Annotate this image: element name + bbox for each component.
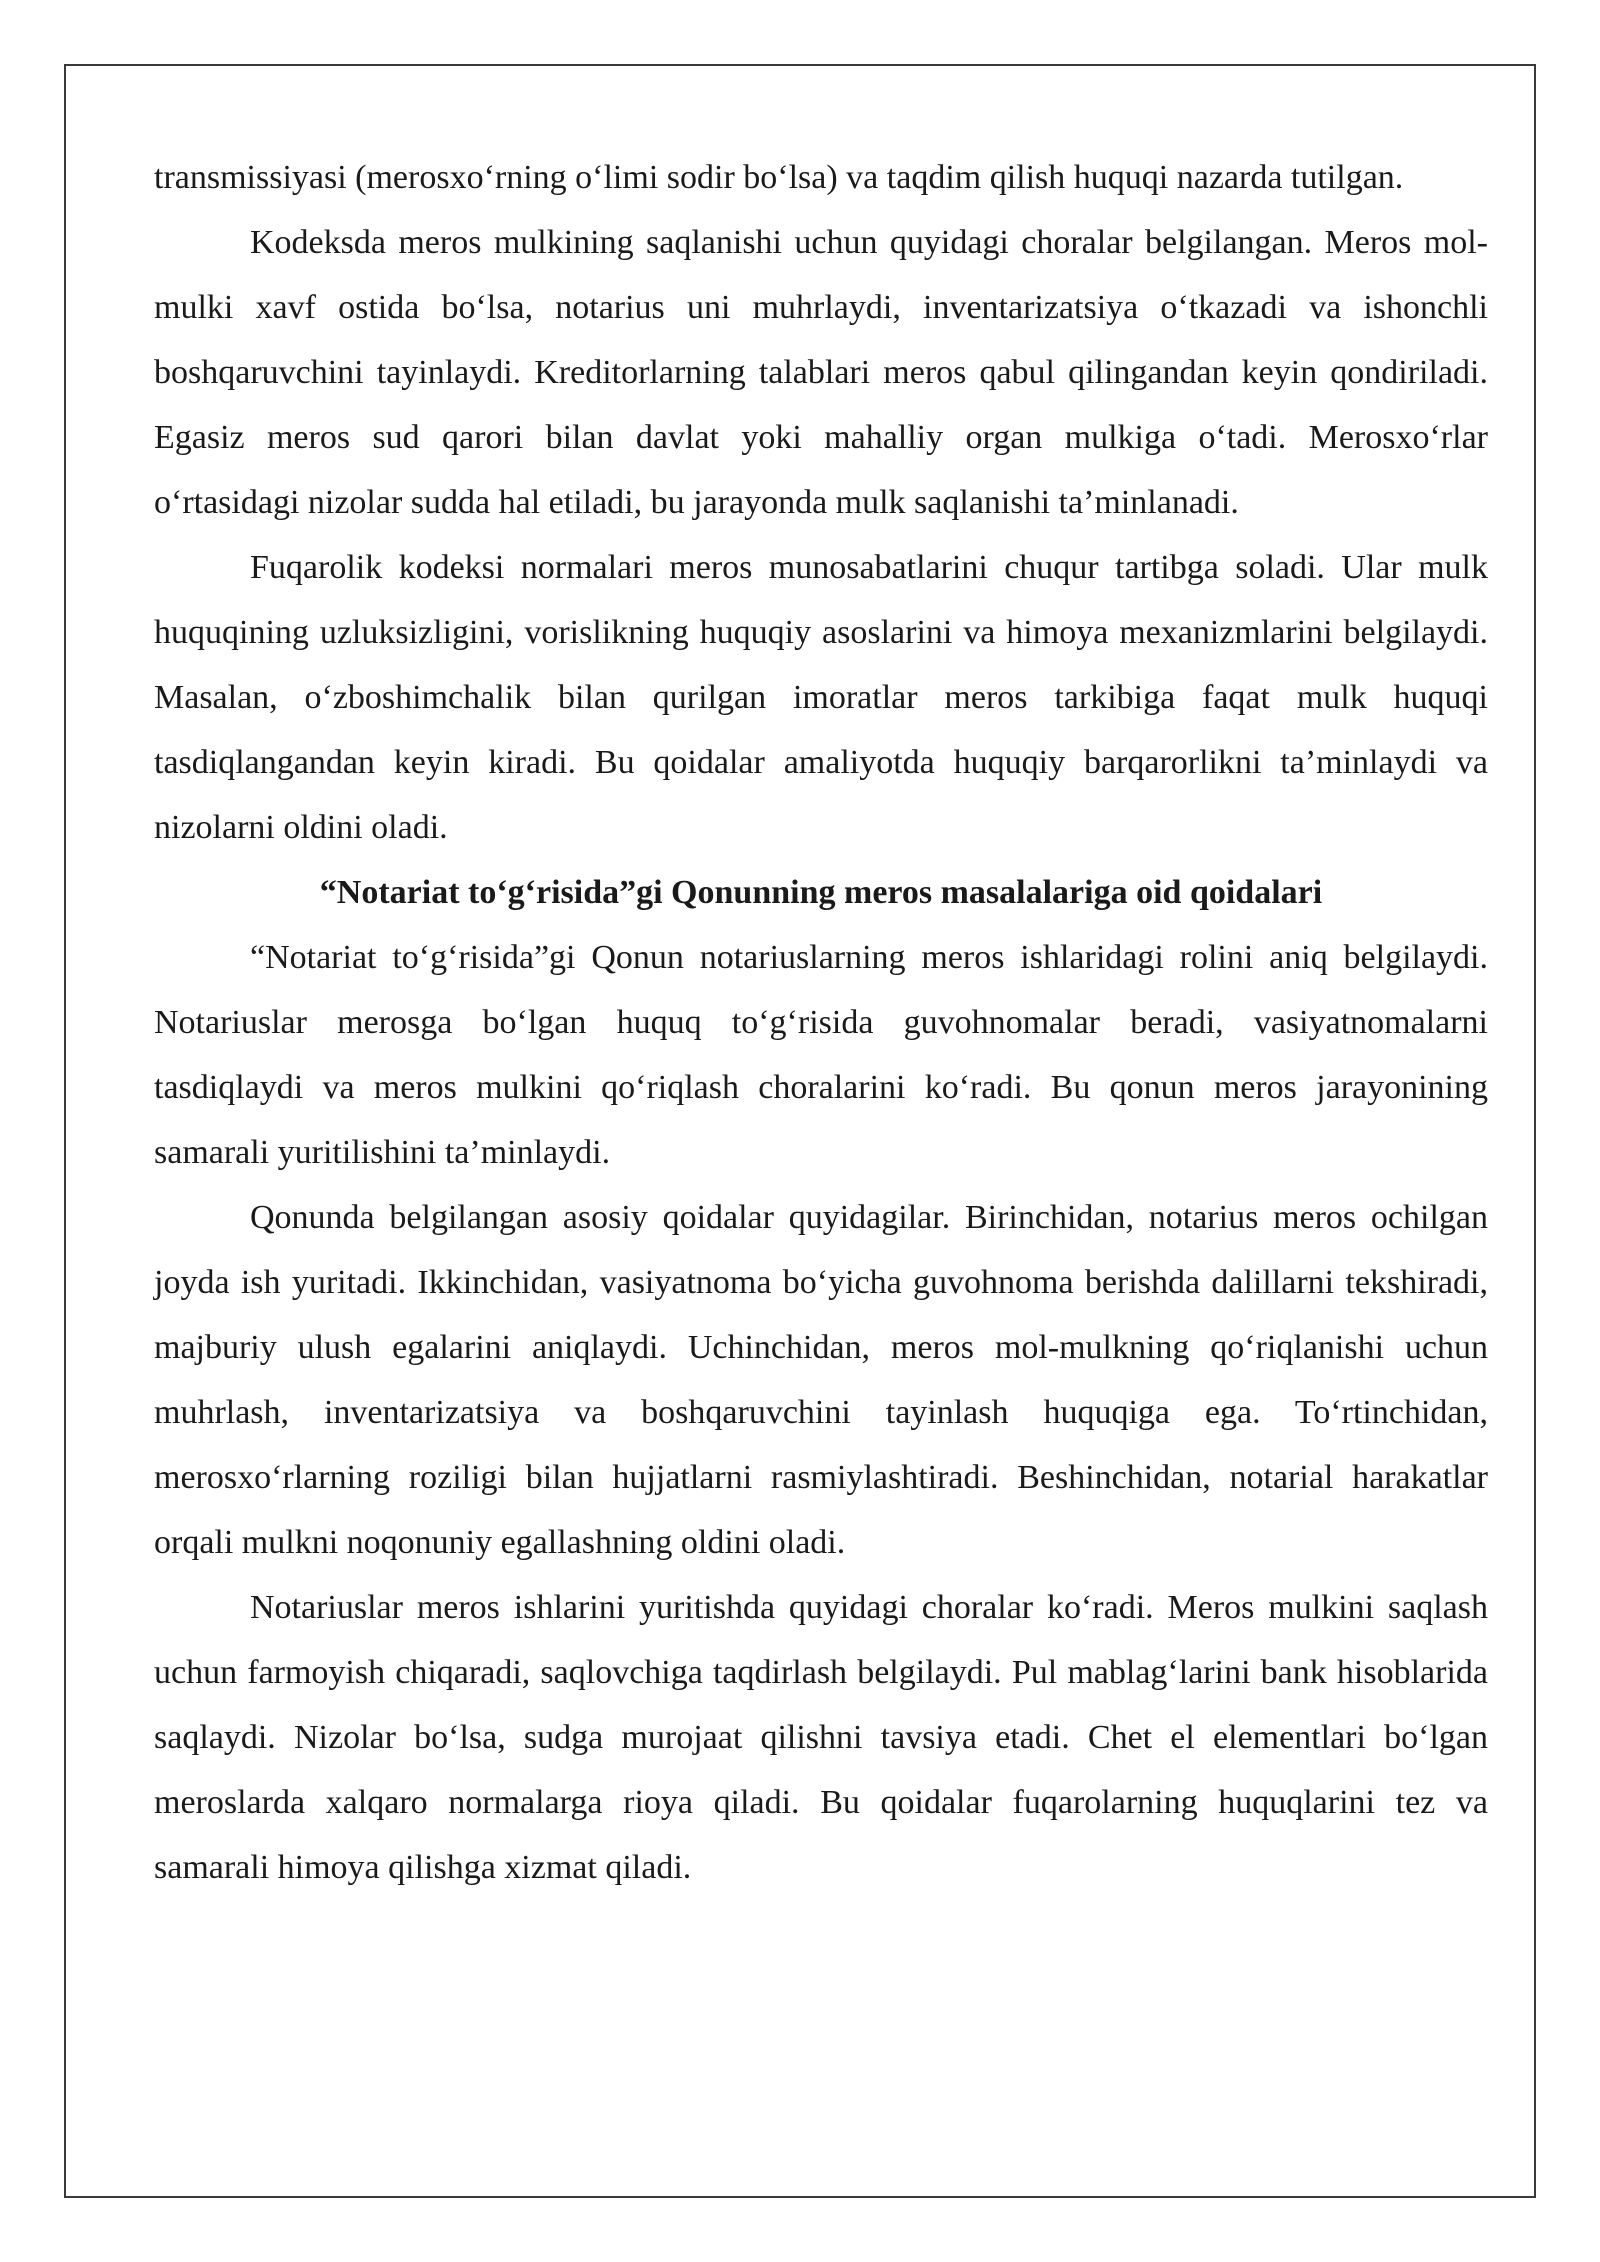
paragraph-continuation: transmissiyasi (merosxo‘rning o‘limi sodir bo‘lsa) va taqdim qilish huquqi nazarda tutilgan. xyxy=(154,159,1404,196)
paragraph: Kodeksda meros mulkining saqlanishi uchun quyidagi choralar belgilangan. Meros mol-mulki xavf ostida bo‘lsa, notarius uni muhrlaydi, inventarizatsiya o‘tkazadi va ishonchli boshqaruvchini tayinlaydi. Kreditorlarning talablari meros qabul qilingandan keyin qondiriladi. Egasiz meros sud qarori bilan davlat yoki mahalliy organ mulkiga o‘tadi. Merosxo‘rlar o‘rtasidagi nizolar sudda hal etiladi, bu jarayonda mulk saqlanishi ta’minlanadi. xyxy=(154,224,1488,521)
paragraph: Notariuslar meros ishlarini yuritishda quyidagi choralar ko‘radi. Meros mulkini saqlash uchun farmoyish chiqaradi, saqlovchiga taqdirlash belgilaydi. Pul mablag‘larini bank hisoblarida saqlaydi. Nizolar bo‘lsa, sudga murojaat qilishni tavsiya etadi. Chet el elementlari bo‘lgan meroslarda xalqaro normalarga rioya qiladi. Bu qoidalar fuqarolarning huquqlarini tez va samarali himoya qilishga xizmat qiladi. xyxy=(154,1589,1488,1886)
section-heading: “Notariat to‘g‘risida”gi Qonunning meros masalalariga oid qoidalari xyxy=(319,874,1323,911)
document-body xyxy=(154,145,1488,1900)
paragraph: “Notariat to‘g‘risida”gi Qonun notariuslarning meros ishlaridagi rolini aniq belgilaydi. Notariuslar merosga bo‘lgan huquq to‘g‘risida guvohnomalar beradi, vasiyatnomalarni tasdiqlaydi va meros mulkini qo‘riqlash choralarini ko‘radi. Bu qonun meros jarayonining samarali yuritilishini ta’minlaydi. xyxy=(154,939,1488,1171)
paragraph: Fuqarolik kodeksi normalari meros munosabatlarini chuqur tartibga soladi. Ular mulk huquqining uzluksizligini, vorislikning huquqiy asoslarini va himoya mexanizmlarini belgilaydi. Masalan, o‘zboshimchalik bilan qurilgan imoratlar meros tarkibiga faqat mulk huquqi tasdiqlangandan keyin kiradi. Bu qoidalar amaliyotda huquqiy barqarorlikni ta’minlaydi va nizolarni oldini oladi. xyxy=(154,549,1488,846)
paragraph: Qonunda belgilangan asosiy qoidalar quyidagilar. Birinchidan, notarius meros ochilgan joyda ish yuritadi. Ikkinchidan, vasiyatnoma bo‘yicha guvohnoma berishda dalillarni tekshiradi, majburiy ulush egalarini aniqlaydi. Uchinchidan, meros mol-mulkning qo‘riqlanishi uchun muhrlash, inventarizatsiya va boshqaruvchini tayinlash huquqiga ega. To‘rtinchidan, merosxo‘rlarning roziligi bilan hujjatlarni rasmiylashtiradi. Beshinchidan, notarial harakatlar orqali mulkni noqonuniy egallashning oldini oladi. xyxy=(154,1199,1488,1561)
